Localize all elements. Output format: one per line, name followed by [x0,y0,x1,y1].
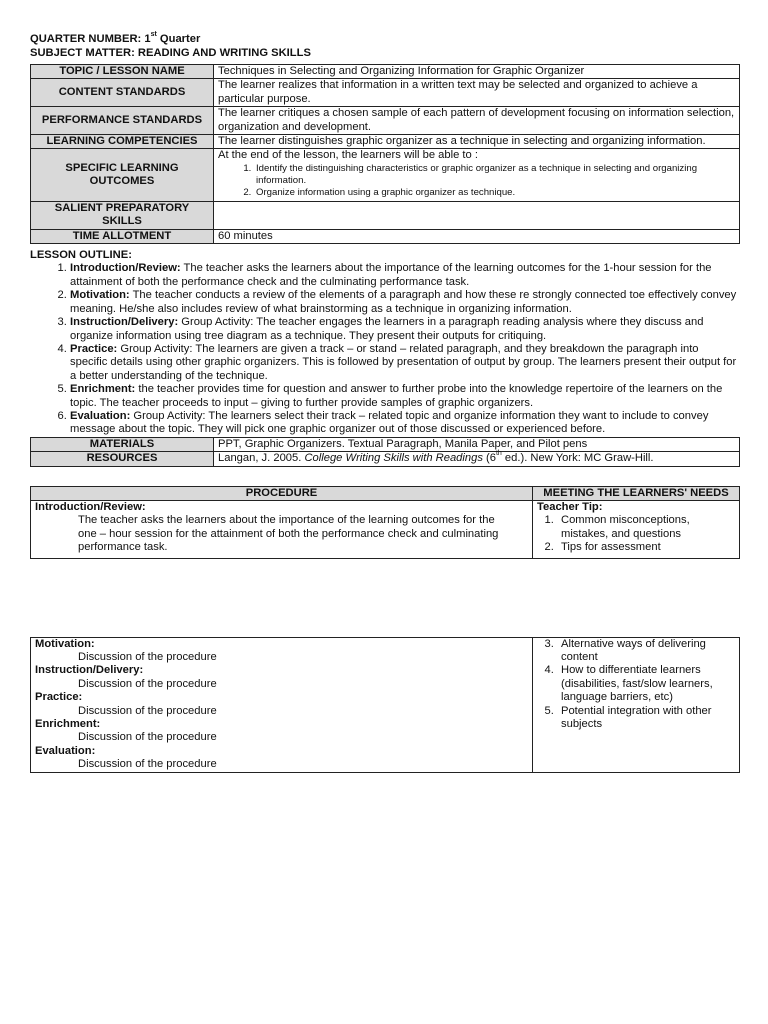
learners-needs-list [537,638,735,732]
list-item: 2. Organize information using a graphic organizer as technique. [254,187,735,199]
quarter-number: QUARTER NUMBER: 1st Quarter [30,31,201,45]
table-row [31,437,740,451]
introduction-term: Introduction/Review: [35,500,146,513]
table-row [31,107,740,135]
table-row [31,79,740,107]
list-item: 1. Identify the distinguishing characteristics or graphic organizer as a technique in selecting and organizing information. [254,163,735,187]
lesson-outline-title: LESSON OUTLINE: [30,249,132,262]
list-item: 2. Tips for assessment [557,541,735,554]
learning-competencies-value: The learner distinguishes graphic organizer as a technique in selecting and organizing information. [214,135,740,149]
table-row [31,500,740,558]
teacher-tip-cell [533,500,740,558]
content-standards-value: The learner realizes that information in a written text may be selected and organized to achieve a particular purpose. [214,79,740,107]
learning-competencies-label: LEARNING COMPETENCIES [31,135,214,149]
introduction-review-cell [31,500,533,558]
preparatory-skills-label: SALIENT PREPARATORY SKILLS [31,201,214,229]
table-row [31,149,740,201]
materials-value: PPT, Graphic Organizers. Textual Paragraph, Manila Paper, and Pilot pens [214,437,740,451]
learners-needs-header: MEETING THE LEARNERS' NEEDS [533,486,740,500]
list-item: 6. Evaluation: Group Activity: The learners select their track – related topic and organize information they want to include to convey message about the topic. They will pick one graphic organizer out of those discussed or experienced before. [70,410,738,437]
enrichment-term: Enrichment: [35,718,101,731]
practice-text: Discussion of the procedure [78,704,217,717]
list-item: 1. Introduction/Review: The teacher asks the learners about the importance of the learning outcomes for the 1-hour session for the attainment of both the performance check and the culminating performance task. [70,262,738,289]
table-row [31,229,740,243]
instruction-term: Instruction/Delivery: [35,664,144,677]
topic-value: Techniques in Selecting and Organizing Information for Graphic Organizer [214,65,740,79]
lesson-outline-list [30,262,738,436]
performance-standards-value: The learner critiques a chosen sample of each pattern of development focusing on information selection, organization and development. [214,107,740,135]
list-item: 3. Alternative ways of delivering content [557,638,735,665]
list-item: 5. Enrichment: the teacher provides time for question and answer to further probe into the knowledge repertoire of the learners on the topic. The teacher proceeds to input – giving to further provide samples of graphic organizers. [70,383,738,410]
procedure-continued-table [30,637,740,773]
lesson-plan-page [30,33,738,773]
topic-label: TOPIC / LESSON NAME [31,65,214,79]
table-row [31,201,740,229]
teacher-tip-list [537,514,735,554]
table-row [31,65,740,79]
specific-outcomes-value [214,149,740,201]
content-standards-label: CONTENT STANDARDS [31,79,214,107]
procedure-table [30,486,740,559]
list-item: 4. Practice: Group Activity: The learners are given a track – or stand – related paragraph, and they breakdown the paragraph into specific details using other graphic organizers. This is followed by presentation of output by group. The learners present their output for a better understanding of the technique. [70,343,738,383]
table-row [31,637,740,772]
learners-needs-cell [533,637,740,772]
time-allotment-value: 60 minutes [214,229,740,243]
subject-matter: SUBJECT MATTER: READING AND WRITING SKILLS [30,46,311,59]
list-item: 5. Potential integration with other subjects [557,705,735,732]
performance-standards-label: PERFORMANCE STANDARDS [31,107,214,135]
teacher-tip-title: Teacher Tip: [537,500,603,513]
lesson-details-table [30,64,740,244]
time-allotment-label: TIME ALLOTMENT [31,229,214,243]
list-item: 3. Instruction/Delivery: Group Activity: The teacher engages the learners in a paragraph reading analysis where they discuss and organize information using tree diagram as a technique. They present their outputs for critiquing. [70,316,738,343]
outcomes-list [218,163,735,199]
preparatory-skills-value [214,201,740,229]
table-row [31,486,740,500]
resources-value: Langan, J. 2005. College Writing Skills with Readings (6th ed.). New York: MC Graw-Hill. [214,452,740,466]
introduction-text: The teacher asks the learners about the importance of the learning outcomes for the one – hour session for the attainment of both the performance check and culminating performance task. [78,514,499,554]
outcomes-intro: At the end of the lesson, the learners will be able to : [218,149,478,162]
materials-table [30,437,740,467]
specific-outcomes-label: SPECIFIC LEARNING OUTCOMES [31,149,214,201]
procedure-steps-cell [31,637,533,772]
instruction-text: Discussion of the procedure [78,677,217,690]
motivation-text: Discussion of the procedure [78,651,217,663]
materials-label: MATERIALS [31,437,214,451]
evaluation-text: Discussion of the procedure [78,758,217,771]
motivation-term: Motivation: [35,637,95,650]
evaluation-term: Evaluation: [35,744,96,757]
procedure-header: PROCEDURE [31,486,533,500]
enrichment-text: Discussion of the procedure [78,731,217,744]
list-item: 2. Motivation: The teacher conducts a review of the elements of a paragraph and how these re strongly connected toe effectively convey meaning. He/she also includes review of what brainstorming as a technique in organizing information. [70,289,738,316]
list-item: 1. Common misconceptions, mistakes, and questions [557,514,735,541]
table-row [31,135,740,149]
table-row [31,452,740,466]
list-item: 4. How to differentiate learners (disabilities, fast/slow learners, language barriers, etc) [557,664,735,704]
resources-label: RESOURCES [31,452,214,466]
practice-term: Practice: [35,691,83,704]
